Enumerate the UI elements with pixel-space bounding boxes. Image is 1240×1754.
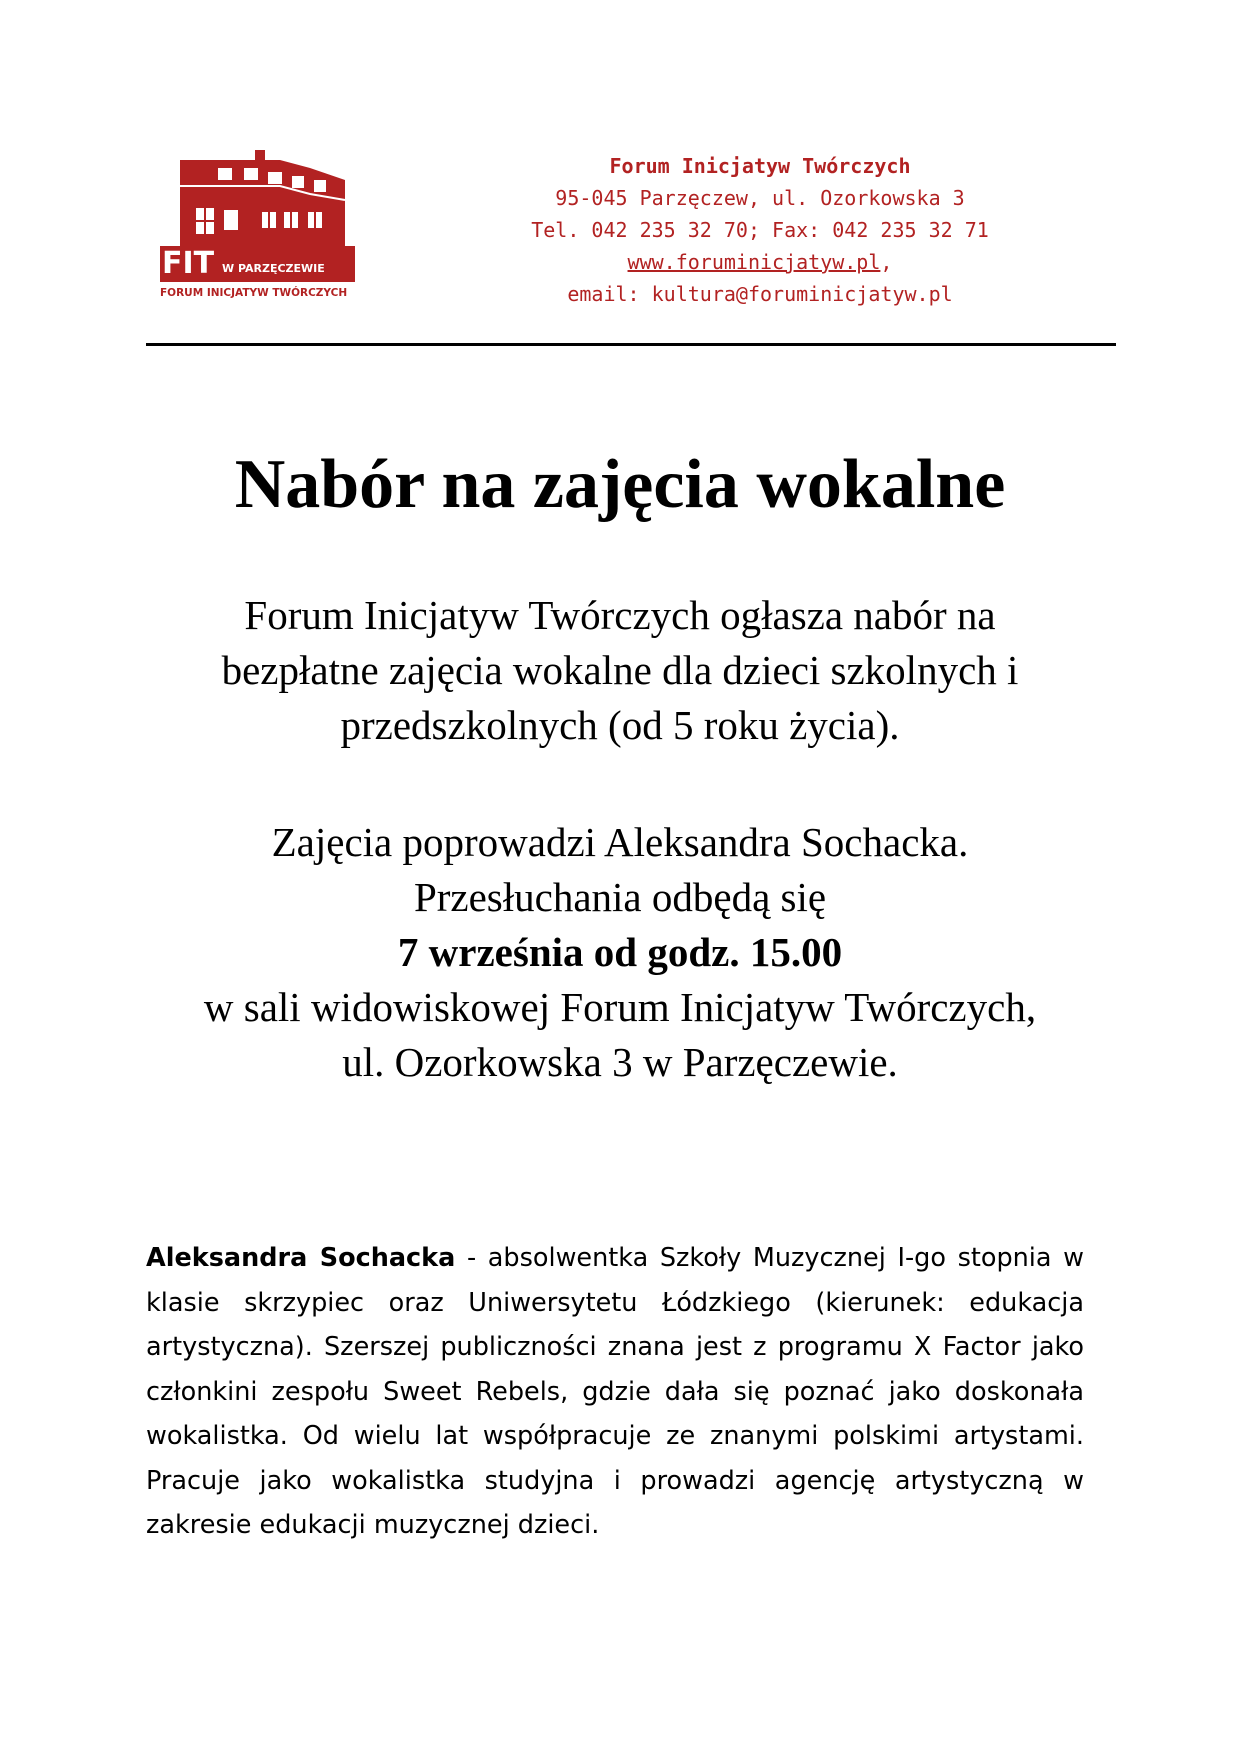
bio-text: - absolwentka Szkoły Muzycznej I-go stopnia w klasie skrzypiec oraz Uniwersytetu Łódzkiego (kierunek: edukacja artystyczna). Szerszej publiczności znana jest z programu X Factor jako członkini zespołu Sweet Rebels, gdzie dała się poznać jako doskonała wokalistka. Od wielu lat współpracuje ze znanymi polskimi artystami. Pracuje jako wokalistka studyjna i prowadzi agencję artystyczną w zakresie edukacji muzycznej dzieci.	[146, 1243, 1084, 1540]
email: email: kultura@foruminicjatyw.pl	[567, 282, 953, 306]
intro-line: bezpłatne zajęcia wokalne dla dzieci szkolnych i	[221, 647, 1019, 693]
fit-logo	[160, 150, 370, 310]
instructor-line: Zajęcia poprowadzi Aleksandra Sochacka.	[271, 819, 969, 865]
address: 95-045 Parzęczew, ul. Ozorkowska 3	[555, 186, 965, 210]
org-name: Forum Inicjatyw Twórczych	[609, 154, 911, 178]
bio-name: Aleksandra Sochacka	[146, 1243, 456, 1273]
intro-line: Forum Inicjatyw Twórczych ogłasza nabór na	[244, 592, 996, 638]
venue-line: w sali widowiskowej Forum Inicjatyw Twórczych,	[203, 984, 1037, 1030]
website-link[interactable]: www.foruminicjatyw.pl	[627, 250, 881, 274]
intro-line: przedszkolnych (od 5 roku życia).	[340, 702, 900, 748]
logo-caption: FORUM INICJATYW TWÓRCZYCH	[160, 287, 348, 299]
header-divider	[146, 343, 1116, 346]
logo-brand-text: FIT	[162, 246, 215, 281]
contact-block	[480, 150, 1040, 310]
auditions-line: Przesłuchania odbędą się	[413, 874, 827, 920]
website-line	[480, 246, 1040, 278]
audition-date: 7 września od godz. 15.00	[397, 929, 843, 975]
page-title: Nabór na zajęcia wokalne	[234, 446, 1006, 523]
phone-fax: Tel. 042 235 32 70; Fax: 042 235 32 71	[531, 218, 989, 242]
letterhead	[0, 0, 1240, 360]
website-suffix: ,	[880, 250, 893, 274]
logo-location-text: W PARZĘCZEWIE	[222, 262, 325, 275]
address-line: ul. Ozorkowska 3 w Parzęczewie.	[342, 1039, 898, 1085]
intro-paragraph	[100, 588, 1140, 753]
details-paragraph	[100, 815, 1140, 1090]
instructor-bio	[146, 1236, 1084, 1548]
